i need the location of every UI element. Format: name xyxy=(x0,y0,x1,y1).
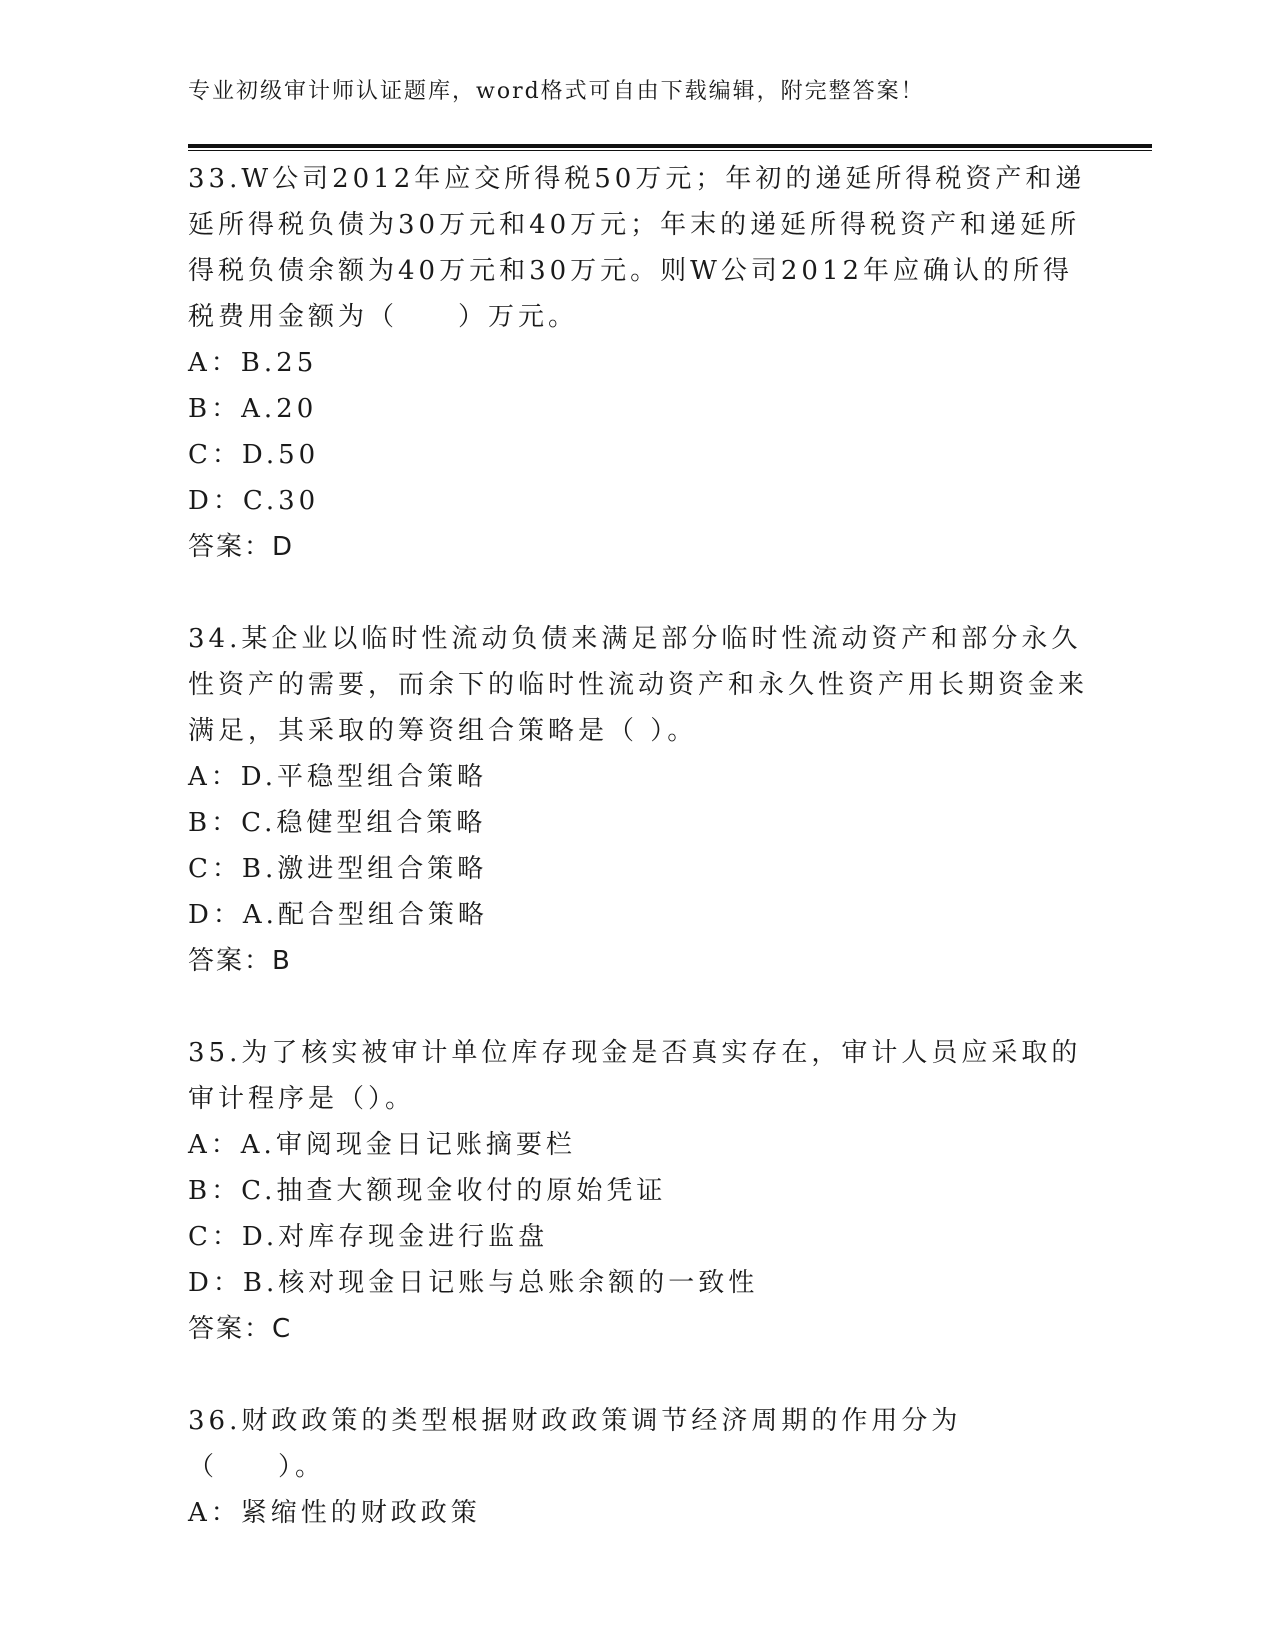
question-list xyxy=(188,156,1088,1536)
page-header-text: 专业初级审计师认证题库，word格式可自由下载编辑，附完整答案！ xyxy=(188,79,925,104)
header-rule-thick xyxy=(188,144,1152,148)
answer-text: 答案：D xyxy=(188,532,295,562)
option-c: C：D.对库存现金进行监盘 xyxy=(188,1222,549,1252)
option-c: C：D.50 xyxy=(188,440,320,470)
question-36 xyxy=(188,1398,1088,1536)
answer-text: 答案：B xyxy=(188,946,292,976)
option-d: D：A.配合型组合策略 xyxy=(188,900,488,930)
option-a: A：A.审阅现金日记账摘要栏 xyxy=(188,1130,576,1160)
option-b: B：C.稳健型组合策略 xyxy=(188,808,487,838)
question-stem: 34.某企业以临时性流动负债来满足部分临时性流动资产和部分永久性资产的需要，而余下的临时性流动资产和永久性资产用长期资金来满足，其采取的筹资组合策略是（ ）。 xyxy=(188,624,1089,746)
option-a: A：B.25 xyxy=(188,348,318,378)
question-stem: 33.W公司2012年应交所得税50万元；年初的递延所得税资产和递延所得税负债为30万元和40万元；年末的递延所得税资产和递延所得税负债余额为40万元和30万元。则W公司2012年应确认的所得税费用金额为（ ）万元。 xyxy=(188,164,1086,332)
question-34 xyxy=(188,616,1088,984)
option-a: A：D.平稳型组合策略 xyxy=(188,762,487,792)
question-stem: 35.为了核实被审计单位库存现金是否真实存在，审计人员应采取的审计程序是（）。 xyxy=(188,1038,1082,1114)
option-d: D：C.30 xyxy=(188,486,320,516)
option-a: A：紧缩性的财政政策 xyxy=(188,1498,481,1528)
option-c: C：B.激进型组合策略 xyxy=(188,854,488,884)
option-b: B：C.抽查大额现金收付的原始凭证 xyxy=(188,1176,667,1206)
answer-text: 答案：C xyxy=(188,1314,293,1344)
question-35 xyxy=(188,1030,1088,1352)
option-b: B：A.20 xyxy=(188,394,318,424)
header-rule-thin xyxy=(188,150,1152,151)
question-stem: 36.财政政策的类型根据财政政策调节经济周期的作用分为（ ）。 xyxy=(188,1406,962,1482)
question-33 xyxy=(188,156,1088,570)
option-d: D：B.核对现金日记账与总账余额的一致性 xyxy=(188,1268,759,1298)
